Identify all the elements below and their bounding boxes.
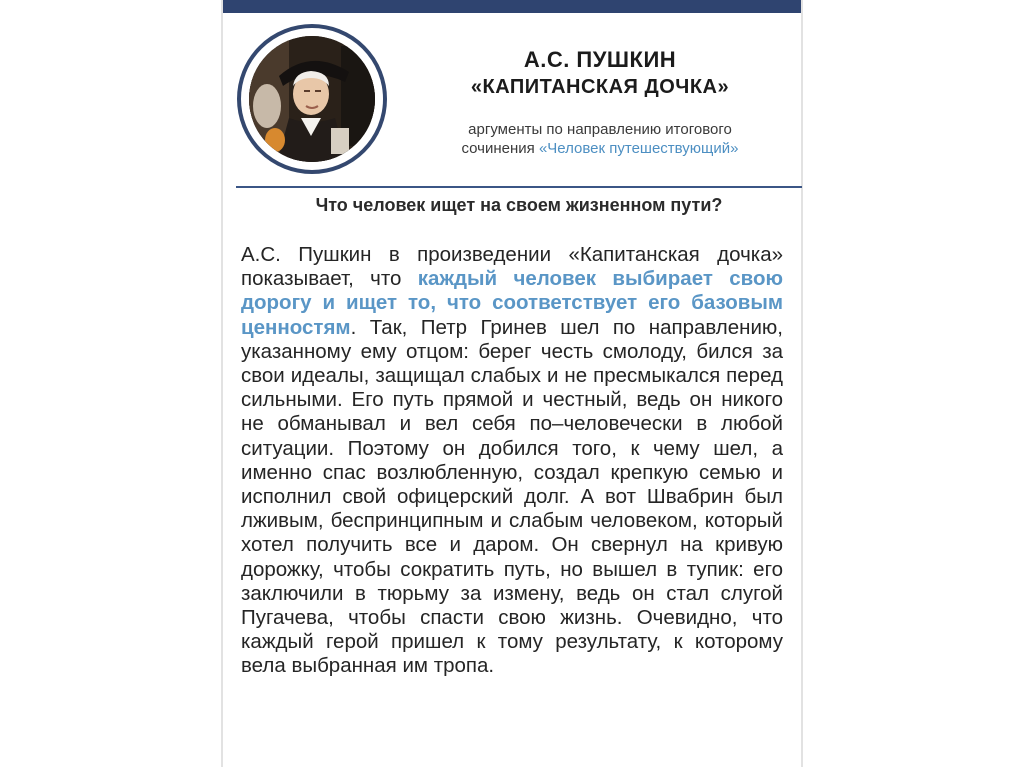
portrait-image: [249, 36, 375, 162]
essay-intro: А.С. Пушкин в произведении «Капитанская дочка» показывает, что: [241, 243, 783, 291]
character-portrait: [249, 36, 375, 162]
essay-text: [241, 243, 783, 679]
portrait-frame: [237, 24, 387, 174]
question-heading: Что человек ищет на своем жизненном пути?: [315, 195, 723, 215]
essay-direction: «Человек путешествующий»: [538, 140, 739, 157]
subtitle-line-2: [400, 140, 800, 157]
essay-rest: . Так, Петр Гринев шел по направлению, указанному ему отцом: берег честь смолоду, бился за свои идеалы, защищал слабых и не пресмыкался перед сильными. Его путь прямой и честный, ведь он никого не обманывал и вел себя по–человечески в любой ситуации. Поэтому он добился того, к чему шел, а именно спас возлюбленную, создал крепкую семью и исполнил свой офицерский долг. А вот Швабрин был лживым, беспринципным и слабым человеком, который хотел получить все и даром. Он свернул на кривую дорожку, чтобы сократить путь, но вышел в тупик: его заключили в тюрьму за измену, ведь он стал слугой Пугачева, чтобы спасти свою жизнь. Очевидно, что каждый герой пришел к тому результату, к которому вела выбранная им тропа.: [241, 315, 783, 678]
work-title: «КАПИТАНСКАЯ ДОЧКА»: [470, 76, 730, 98]
subtitle-prefix: сочинения: [461, 140, 539, 157]
subtitle-line-1: аргументы по направлению итогового: [468, 121, 732, 138]
top-bar: [223, 0, 801, 13]
essay-highlight: каждый человек выбирает свою дорогу и ищет то, что соответствует его базовым ценностям: [241, 267, 783, 339]
author-title: А.С. ПУШКИН: [523, 47, 677, 72]
divider-line: [236, 186, 802, 188]
